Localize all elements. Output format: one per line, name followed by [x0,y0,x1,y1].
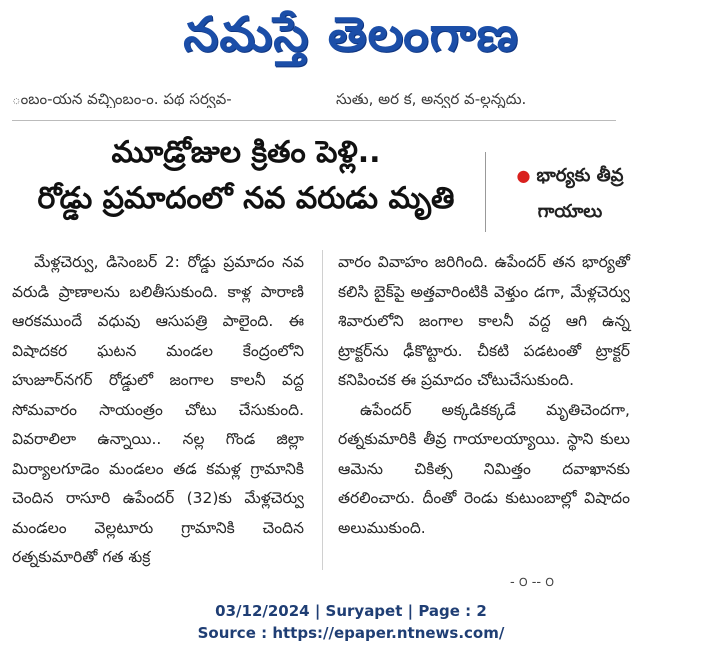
masthead [0,0,702,80]
red-bullet-icon: ● [516,166,531,185]
deck-divider [485,152,486,232]
deck-line-1: భార్యకు తీవ్ర [536,165,624,186]
column-divider [322,250,323,570]
footer-date-edition: 03/12/2024 | Suryapet | Page : 2 [215,602,487,620]
headline-line-1: మూడ్రోజుల క్రితం పెళ్లి.. [111,135,381,170]
cut-off-text-right: సుతు, అర క, అన్వర వ-ల్గన్నదు. [336,90,527,108]
headline-line-2: రోడ్డు ప్రమాదంలో నవ వరుడు మృతి [37,181,455,216]
cut-off-text-bottom: - ౦ -- ౦ [510,575,555,587]
subheadline-deck [495,158,645,230]
article-paragraph: ఉపేందర్ అక్కడికక్కడే మృతిచెందగా, రత్నకుమారికి తీవ్ర గాయాలయ్యాయి. స్థాని కులు ఆమెను చికిత్స నిమిత్తం దవాఖానకు తరలించారు. దీంతో రెండు కుటుంబాల్లో విషాదం అలుముకుంది. [338,400,630,537]
article-column-right [338,248,630,543]
newspaper-logo-title: నమస్తే తెలంగాణ [183,6,519,62]
cut-off-text-left: ంబం-యన వచ్చింబం-ం. పథ సర్వవ- [12,90,232,108]
footer-source-link[interactable]: Source : https://epaper.ntnews.com/ [197,624,505,642]
article-paragraph: మేళ్లచెర్వు, డిసెంబర్ 2: రోడ్డు ప్రమాదం నవ వరుడి ప్రాణాలను బలితీసుకుంది. కాళ్ల పారాణి ఆరకముందే వధువు ఆసుపత్రి పాలైంది. ఈ విషాదకర ఘటన మండల కేంద్రంలోని హుజూర్‌నగర్ రోడ్డులో జంగాల కాలనీ వద్ద సోమవారం సాయంత్రం చోటు చేసుకుంది. వివరాలిలా ఉన్నాయి.. నల్ల గొండ జిల్లా మిర్యాలగూడెం మండలం తడ కమళ్ల గ్రామానికి చెందిన రాసూరి ఉపేందర్ (32)కు మేళ్లచెర్వు మండలం వెల్లటూరు గ్రామానికి చెందిన రత్నకుమారితో గత శుక్ర [12,253,304,566]
top-divider [12,120,616,121]
deck-line-2: గాయాలు [537,201,603,222]
article-column-left [12,248,304,573]
source-footer [0,600,702,644]
article-paragraph: వారం వివాహం జరిగింది. ఉపేందర్ తన భార్యతో కలిసి బైక్‌పై అత్తవారింటికి వెళ్తుం డగా, మేళ్లచెర్వు శివారులోని జంగాల కాలనీ వద్ద ఆగి ఉన్న ట్రాక్టర్‌ను ఢీకొట్టారు. చీకటి పడటంతో ట్రాక్టర్ కనిపించక ఈ ప్రమాదం చోటుచేసుకుంది. [338,253,630,389]
article-headline [12,130,480,222]
